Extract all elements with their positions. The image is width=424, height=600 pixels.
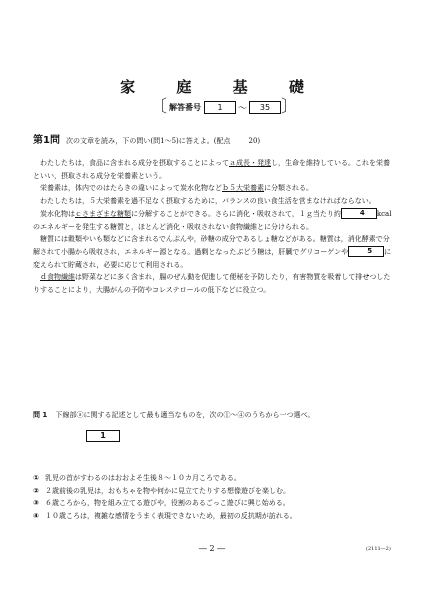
question-instruction: 次の文章を読み，下の問い(問1〜5)に答えよ。(配点 xyxy=(65,137,231,145)
question-number: 第1問 xyxy=(33,135,60,146)
answer-range-to: 35 xyxy=(249,101,281,114)
question-points: 20) xyxy=(248,137,261,145)
choice-number: ① xyxy=(33,474,39,482)
question-1-text: 下線部ⓐに関する記述として最も適当なものを，次の①〜④のうちから一つ選べ。 xyxy=(55,411,315,419)
underline-b: ｂ５大栄養素 xyxy=(222,184,264,193)
exam-code: (2111―2) xyxy=(366,546,391,552)
choice-item xyxy=(33,485,297,498)
question-1 xyxy=(33,410,315,420)
passage-paragraph-4: 炭水化物はｃさまざまな糖類に分解することができる。さらに消化・吸収されて，１ｇ当たり約 4 kcalのエネルギーを発生する糖質と，ほとんど消化・吸収されない食物繊維とに分けられる。 xyxy=(33,209,392,231)
choice-list xyxy=(33,472,297,522)
passage xyxy=(33,157,393,297)
question-header xyxy=(33,131,260,146)
answer-box-4: 4 xyxy=(341,208,377,219)
right-bracket: 〕 xyxy=(281,97,299,117)
choice-number: ③ xyxy=(33,499,39,507)
choice-number: ② xyxy=(33,486,39,495)
question-1-label: 問 1 xyxy=(33,411,48,419)
choice-text: 乳児の首がすわるのはおおよそ生後８〜１０カ月ころである。 xyxy=(45,474,241,482)
answer-range-label: 解答番号 xyxy=(169,102,201,112)
choice-item xyxy=(33,510,297,523)
passage-paragraph-1: わたしたちは，食品に含まれる成分を摂取することによってａ成長・発達し，生命を維持している。これを栄養といい，摂取される成分を栄養素という。 xyxy=(33,159,390,180)
choice-item xyxy=(33,497,297,510)
underline-a: ａ成長・発達 xyxy=(229,159,271,167)
answer-range-tilde: 〜 xyxy=(238,103,248,114)
page-title: 家 庭 基 礎 xyxy=(120,78,322,96)
passage-paragraph-6: ｄ食物繊維は野菜などに多く含まれ，腸のぜん動を促進して便秘を予防したり，有害物質を吸着して排せつしたりすることにより，大腸がんの予防やコレステロールの低下などに役立つ。 xyxy=(33,273,391,295)
page-number: ― 2 ― xyxy=(198,544,226,553)
answer-range xyxy=(150,99,298,115)
underline-c: ｃさまざまな糖類 xyxy=(75,209,131,218)
choice-text: １０歳ころは，複雑な感情をうまく表現できないため，最初の反抗期が訪れる。 xyxy=(45,511,297,520)
choice-number: ④ xyxy=(33,511,39,520)
underline-d: ｄ食物繊維 xyxy=(40,273,75,282)
choice-item xyxy=(33,472,297,485)
passage-paragraph-3: わたしたちは，５大栄養素を過不足なく摂取するために，バランスの良い食生活を営まなければならない。 xyxy=(40,197,376,206)
left-bracket: 〔 xyxy=(150,97,167,117)
choice-text: ２歳前後の乳児は，おもちゃを物や何かに見立てたりする想像遊びを楽しむ。 xyxy=(45,486,290,495)
passage-paragraph-5: 糖質には穀類やいも類などに含まれるでんぷんや，砂糖の成分であるしょ糖などがある。糖質は，消化酵素で分解されて小腸から吸収され，エネルギー源となる。過剰となったぶどう糖は，肝臓でグリコーゲンや 5 に変えられて貯蔵され，必要に応じて利用される。 xyxy=(33,235,392,269)
answer-range-from: 1 xyxy=(204,101,236,114)
answer-box-5: 5 xyxy=(348,246,384,257)
passage-paragraph-2: 栄養素は，体内でのはたらきの違いによって炭水化物などｂ５大栄養素に分類される。 xyxy=(40,184,313,193)
choice-text: ６歳ころから，物を組み立てる遊びや，役割のあるごっこ遊びに興じ始める。 xyxy=(45,499,290,507)
answer-box-1: 1 xyxy=(86,430,120,442)
